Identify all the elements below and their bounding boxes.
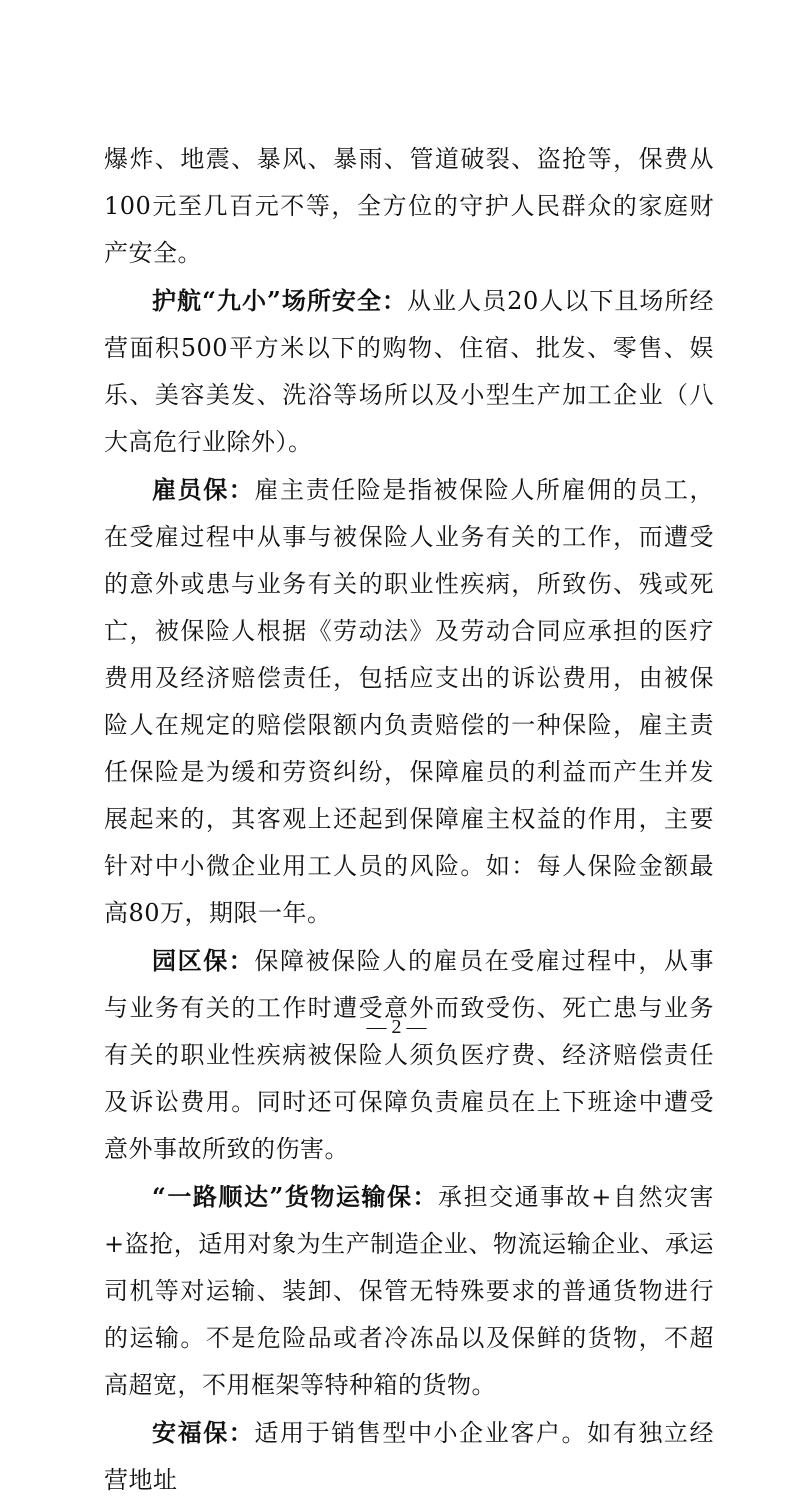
- paragraph-lead: 护航“九小”场所安全：: [152, 286, 408, 315]
- paragraph-lead: “一路顺达”货物运输保：: [152, 1182, 439, 1211]
- paragraph-text: 承担交通事故+自然灾害+盗抢，适用对象为生产制造企业、物流运输企业、承运司机等对运输、装卸、保管无特殊要求的普通货物进行的运输。不是危险品或者冷冻品以及保鲜的货物，不超高超宽，不用框架等特种箱的货物。: [104, 1183, 715, 1399]
- paragraph-text: 雇主责任险是指被保险人所雇佣的员工，在受雇过程中从事与被保险人业务有关的工作，而遭受的意外或患与业务有关的职业性疾病，所致伤、残或死亡，被保险人根据《劳动法》及劳动合同应承担的医疗费用及经济赔偿责任，包括应支出的诉讼费用，由被保险人在规定的赔偿限额内负责赔偿的一种保险，雇主责任保险是为缓和劳资纠纷，保障雇员的利益而产生并发展起来的，其客观上还起到保障雇主权益的作用，主要针对中小微企业用工人员的风险。如：每人保险金额最高80万，期限一年。: [104, 476, 715, 927]
- paragraph-nine-small-venues: [104, 277, 714, 466]
- paragraph-lead: 安福保：: [152, 1418, 255, 1447]
- paragraph-lead: 园区保：: [152, 946, 255, 975]
- paragraph-text: 从业人员20人以下且场所经营面积500平方米以下的购物、住宿、批发、零售、娱乐、美容美发、洗浴等场所以及小型生产加工企业（八大高危行业除外）。: [104, 287, 714, 456]
- paragraph-text: 保障被保险人的雇员在受雇过程中，从事与业务有关的工作时遭受意外而致受伤、死亡患与业务有关的职业性疾病被保险人须负医疗费、经济赔偿责任及诉讼费用。同时还可保障负责雇员在上下班途中遭受意外事故所致的伤害。: [104, 947, 715, 1163]
- paragraph-employee-insurance: [104, 466, 714, 937]
- page-number: — 2 —: [366, 1016, 427, 1038]
- paragraph-park-insurance: [104, 937, 714, 1173]
- paragraph-anfu-insurance: [104, 1409, 714, 1504]
- paragraph-cargo-transport: [104, 1173, 714, 1409]
- document-body: [104, 135, 714, 1504]
- paragraph-continuation: [104, 135, 714, 277]
- paragraph-text: 适用于销售型中小企业客户。如有独立经营地址: [104, 1419, 715, 1494]
- paragraph-text: 爆炸、地震、暴风、暴雨、管道破裂、盗抢等，保费从100元至几百元不等，全方位的守护人民群众的家庭财产安全。: [104, 145, 714, 267]
- paragraph-lead: 雇员保：: [152, 475, 255, 504]
